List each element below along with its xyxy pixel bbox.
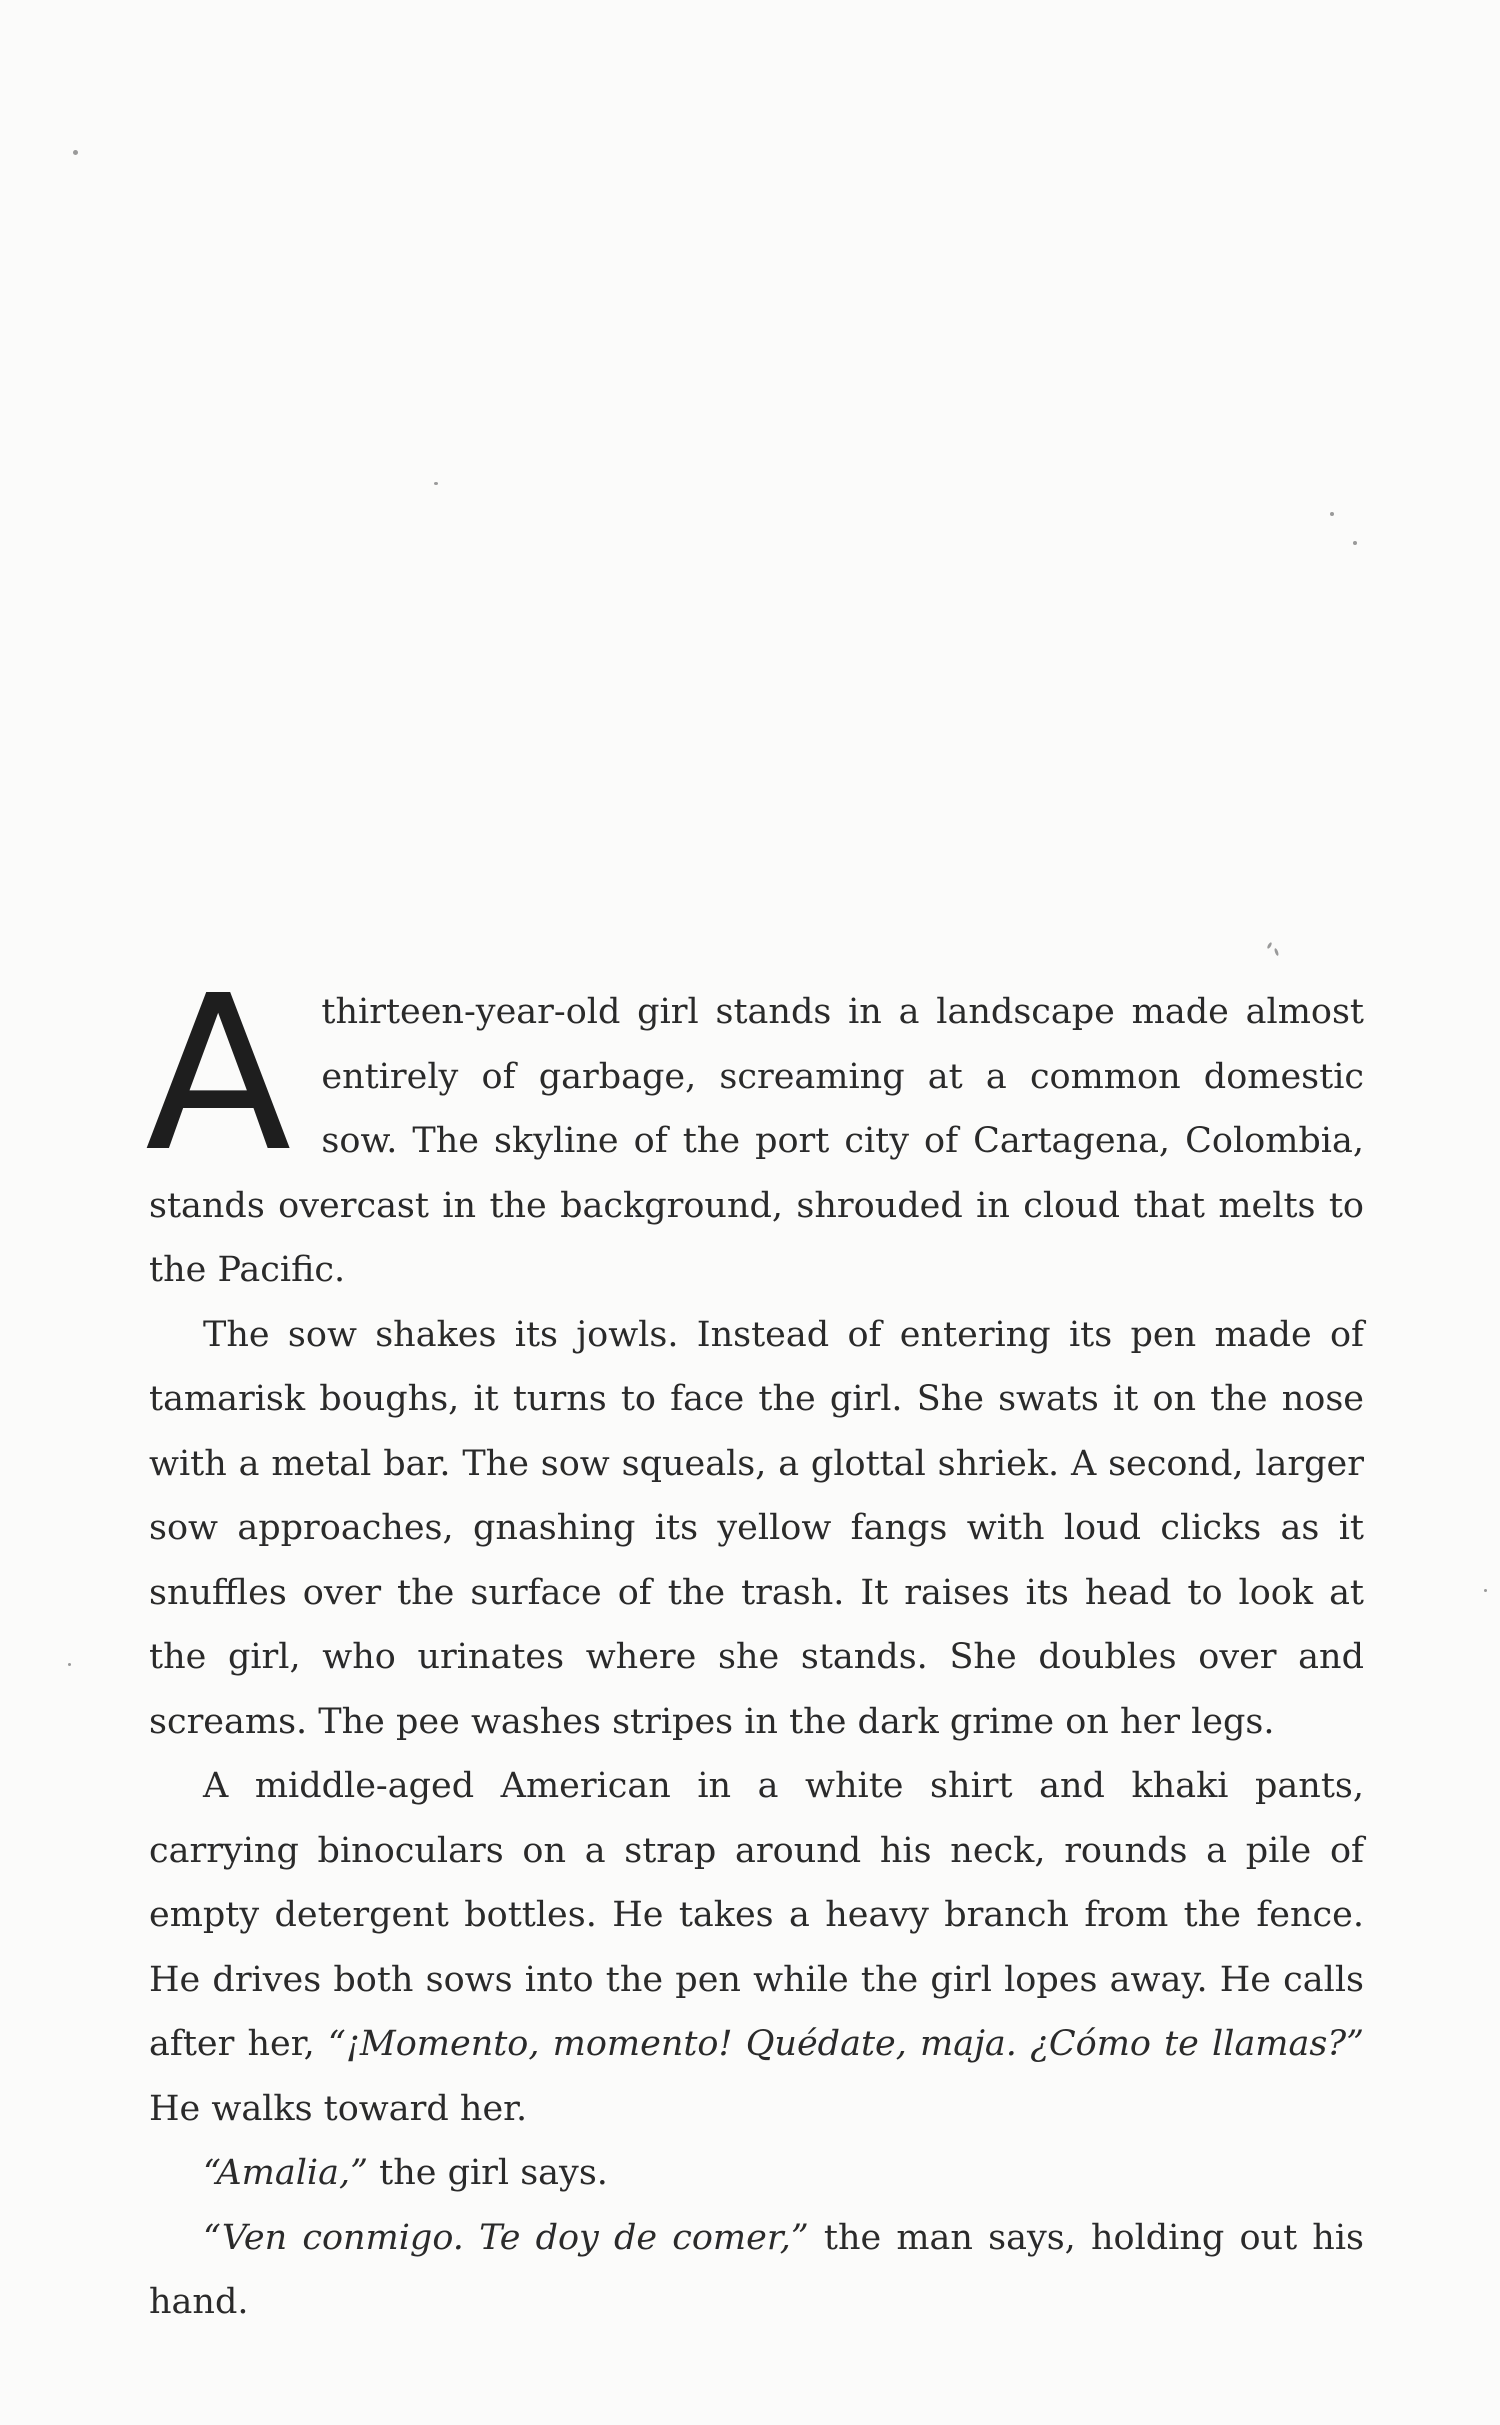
spanish-dialogue: “Amalia,” <box>203 2153 368 2193</box>
scan-speck <box>1484 1589 1487 1592</box>
paragraph-text: The sow shakes its jowls. Instead of entering its pen made of tamarisk boughs, it turns to face the girl. She swats it on the nose with a metal bar. The sow squeals, a glottal shriek. A second, larger sow approaches, gnashing its yellow fangs with loud clicks as it snuffles over the surface of the trash. It raises its head to look at the girl, who urinates where she stands. She doubles over and screams. The pee washes stripes in the dark grime on her legs. <box>149 1314 1364 1742</box>
scan-speck <box>1330 512 1334 516</box>
scan-speck <box>73 150 78 155</box>
paragraph-text: thirteen-year-old girl stands in a landscape made almost entirely of garbage, screaming at a common domestic sow. The skyline of the port city of Cartagena, Colombia, stands overcast in the background, shrouded in cloud that melts to the Pacific. <box>149 992 1364 1290</box>
scan-speck <box>1353 541 1357 545</box>
paragraph-sow <box>149 1303 1364 1755</box>
scan-speck <box>1266 942 1272 950</box>
paragraph-text: the man says, holding out his hand. <box>149 2217 1364 2322</box>
drop-cap: A <box>145 950 292 1199</box>
paragraph-text: the girl says. <box>368 2153 608 2193</box>
opening-paragraph <box>145 950 1364 1303</box>
scan-speck <box>68 1663 71 1666</box>
paragraph-text: A middle-aged American in a white shirt and khaki pants, carrying binoculars on a strap around his neck, rounds a pile of empty detergent bottles. He takes a heavy branch from the fence. He drives both sows into the pen while the girl lopes away. He calls after her, <box>149 1766 1364 2064</box>
scan-speck <box>1274 948 1280 957</box>
chapter-text <box>145 950 1364 2335</box>
scan-speck <box>434 482 438 485</box>
paragraph-amalia <box>149 2141 1364 2206</box>
spanish-dialogue: “¡Momento, momento! Quédate, maja. ¿Cómo te llamas?” <box>327 2024 1364 2064</box>
spanish-dialogue: “Ven conmigo. Te doy de comer,” <box>203 2217 809 2258</box>
paragraph-text: He walks toward her. <box>149 2088 528 2129</box>
paragraph-ven-conmigo <box>149 2206 1364 2335</box>
paragraph-american <box>149 1754 1364 2141</box>
